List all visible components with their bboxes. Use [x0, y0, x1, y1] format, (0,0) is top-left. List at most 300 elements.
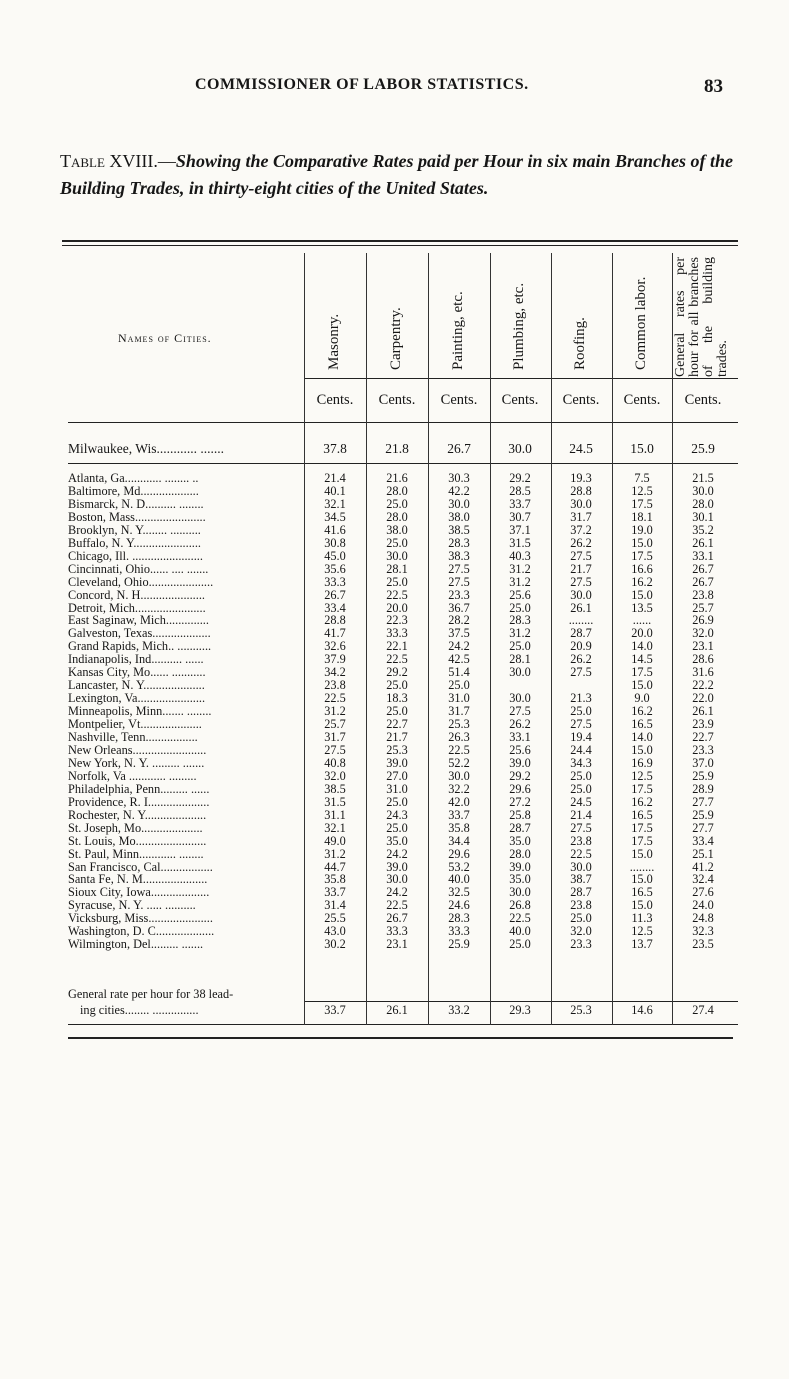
- cell-value: 16.2: [631, 574, 653, 589]
- cell-value: 23.3: [570, 937, 592, 952]
- cell-value: 33.3: [386, 924, 408, 939]
- cell-value: 16.5: [631, 885, 653, 900]
- col-roofing: Roofing.: [572, 317, 588, 370]
- cell-value: 16.2: [631, 704, 653, 719]
- cell-value: 32.6: [324, 639, 346, 654]
- cell-value: 31.2: [324, 704, 346, 719]
- cell-value: 30.0: [570, 859, 592, 874]
- table-row: [68, 744, 738, 757]
- cell-value: 28.8: [570, 483, 592, 498]
- city-name: Vicksburg, Miss.....................: [68, 911, 213, 926]
- city-name: Milwaukee, Wis............ .......: [68, 441, 224, 456]
- col-carpentry: Carpentry.: [388, 307, 404, 370]
- table-row: [68, 809, 738, 822]
- cell-value: 17.5: [631, 833, 653, 848]
- cell-value: 31.1: [324, 807, 346, 822]
- cell-value: 25.0: [509, 600, 531, 615]
- cell-value: 25.0: [570, 768, 592, 783]
- cell-value: 23.5: [692, 937, 714, 952]
- cell-value: 27.5: [509, 704, 531, 719]
- cell-value: 41.2: [692, 859, 714, 874]
- cell-value: 15.0: [631, 846, 653, 861]
- cell-value: 26.1: [692, 704, 714, 719]
- cell-value: 32.0: [570, 924, 592, 939]
- col-common-labor: Common labor.: [633, 276, 649, 370]
- cell-value: 22.5: [324, 691, 346, 706]
- cell-value: 27.5: [448, 574, 470, 589]
- cell-value: 33.4: [692, 833, 714, 848]
- cell-value: 37.2: [570, 522, 592, 537]
- cell-value: 30.2: [324, 937, 346, 952]
- table-row: [68, 822, 738, 835]
- cell-value: 30.0: [509, 885, 531, 900]
- general-rate-row-values: ing cities........ ............... 33.7 26.1 33.2 29.3 25.3 14.6 27.4: [80, 1003, 714, 1017]
- cell-value: 31.2: [509, 561, 531, 576]
- top-rule-thin: [62, 245, 738, 246]
- cell-value: 41.6: [324, 522, 346, 537]
- table-row: [68, 524, 738, 537]
- cell-value: 42.0: [448, 794, 470, 809]
- city-name: Montpelier, Vt....................: [68, 717, 202, 732]
- cell-value: 24.5: [570, 794, 592, 809]
- cell-value: 25.0: [448, 678, 470, 693]
- table-row: [68, 563, 738, 576]
- col-painting: Painting, etc.: [450, 291, 466, 370]
- cell-value: 25.0: [386, 794, 408, 809]
- city-name: New Orleans........................: [68, 742, 207, 757]
- table-caption: Table XVIII.—Showing the Comparative Rates paid per Hour in six main Branches of the Building Trades, in thirty-eight cities of the United States.: [60, 151, 734, 198]
- city-name: Kansas City, Mo...... ...........: [68, 665, 206, 680]
- city-name: Concord, N. H.....................: [68, 587, 205, 602]
- cell-value: 32.0: [324, 768, 346, 783]
- cell-value: 38.3: [448, 548, 470, 563]
- cell-value: 21.7: [386, 730, 408, 744]
- general-rate-row: [68, 988, 738, 1001]
- cell-value: 28.8: [324, 613, 346, 628]
- cell-value: 28.0: [509, 846, 531, 861]
- cell-value: 37.5: [448, 626, 470, 641]
- cell-value: 25.0: [509, 639, 531, 654]
- cell-value: 38.0: [448, 509, 470, 524]
- cell-value: 42.2: [448, 483, 470, 498]
- table-row: [68, 537, 738, 550]
- cell-value: 39.0: [509, 755, 531, 770]
- cell-value: 31.4: [324, 898, 346, 913]
- city-name: Buffalo, N. Y......................: [68, 535, 201, 550]
- cell-value: 26.1: [570, 600, 592, 615]
- cell-value: 20.0: [631, 626, 653, 641]
- cell-value: 26.3: [448, 730, 470, 744]
- cell-value: 23.8: [570, 833, 592, 848]
- cell-value: 31.6: [692, 665, 714, 680]
- cell-value: 21.4: [570, 807, 592, 822]
- cell-value: 34.5: [324, 509, 346, 524]
- cell-value: 26.7: [692, 561, 714, 576]
- cell-value: 21.7: [570, 561, 592, 576]
- cell-value: 26.7: [692, 574, 714, 589]
- cell-value: 25.0: [386, 704, 408, 719]
- cell-value: 28.9: [692, 781, 714, 796]
- city-name: St. Louis, Mo.......................: [68, 833, 207, 848]
- cell-value: 24.4: [570, 742, 592, 757]
- city-name: Baltimore, Md...................: [68, 483, 199, 498]
- unit-cents: Cents.: [562, 392, 600, 408]
- cell-value: 18.1: [631, 509, 653, 524]
- cell-value: 30.7: [509, 509, 531, 524]
- cell-value: 12.5: [631, 483, 653, 498]
- cell-value: 51.4: [448, 665, 470, 680]
- cell-value: 22.2: [692, 678, 714, 693]
- cell-value: 17.5: [631, 781, 653, 796]
- cell-value: 30.0: [509, 665, 531, 680]
- cell-value: 33.1: [692, 548, 714, 563]
- cell-value: 21.4: [324, 471, 346, 485]
- cell-value: 31.7: [570, 509, 592, 524]
- cell-value: 24.3: [386, 807, 408, 822]
- cell-value: 35.8: [324, 872, 346, 887]
- cell-value: 25.0: [386, 535, 408, 550]
- cell-value: 40.3: [509, 548, 531, 563]
- cell-value: 34.3: [570, 755, 592, 770]
- cell-value: 28.2: [448, 613, 470, 628]
- cell-value: 39.0: [509, 859, 531, 874]
- cell-value: 25.5: [324, 911, 346, 926]
- table-row: [68, 511, 738, 524]
- city-name: Grand Rapids, Mich.. ...........: [68, 639, 212, 654]
- cell-value: 21.3: [570, 691, 592, 706]
- cell-value: 16.5: [631, 807, 653, 822]
- cell-value: 30.0: [570, 587, 592, 602]
- cell-value: 28.0: [386, 483, 408, 498]
- city-name: Santa Fe, N. M.....................: [68, 872, 208, 887]
- unit-cents: Cents.: [623, 392, 661, 408]
- cell-value: 16.2: [631, 794, 653, 809]
- table-row: [68, 835, 738, 848]
- cell-value: 28.1: [509, 652, 531, 667]
- cell-value: 38.5: [324, 781, 346, 796]
- cell-value: 30.0: [570, 496, 592, 511]
- table-row: [68, 770, 738, 783]
- cell-value: 30.0: [448, 768, 470, 783]
- cell-value: 30.0: [386, 548, 408, 563]
- city-name: Norfolk, Va ............ .........: [68, 768, 197, 783]
- cell-value: 27.5: [570, 548, 592, 563]
- cell-value: 24.2: [448, 639, 470, 654]
- cell-value: 31.7: [448, 704, 470, 719]
- bottom-rule: [68, 1024, 738, 1025]
- highlight-rule: [68, 463, 738, 464]
- cell-value: 30.0: [386, 872, 408, 887]
- unit-cents: Cents.: [440, 392, 478, 408]
- cell-value: 22.0: [692, 691, 714, 706]
- cell-value: 27.5: [324, 742, 346, 757]
- page-number: 83: [704, 76, 723, 97]
- cell-value: 32.0: [692, 626, 714, 641]
- cell-value: 17.5: [631, 548, 653, 563]
- cell-value: 25.6: [509, 742, 531, 757]
- cell-value: 31.5: [509, 535, 531, 550]
- highlight-row: Milwaukee, Wis............ ....... 37.8 21.8 26.7 30.0 24.5 15.0 25.9: [68, 441, 715, 456]
- cell-value: 26.8: [509, 898, 531, 913]
- cell-value: 33.7: [324, 885, 346, 900]
- cell-value: 25.3: [448, 717, 470, 732]
- cell-value: 38.5: [448, 522, 470, 537]
- cell-value: 22.3: [386, 613, 408, 628]
- cell-value: 15.0: [631, 535, 653, 550]
- table-row: [68, 589, 738, 602]
- cell-value: 26.7: [324, 587, 346, 602]
- cell-value: ........: [568, 613, 594, 628]
- table-row: [68, 757, 738, 770]
- cell-value: 25.3: [386, 742, 408, 757]
- cell-value: 27.0: [386, 768, 408, 783]
- cell-value: 30.0: [692, 483, 714, 498]
- city-name: St. Joseph, Mo....................: [68, 820, 203, 835]
- city-name: Philadelphia, Penn......... ......: [68, 781, 210, 796]
- cell-value: 25.9: [448, 937, 470, 952]
- cell-value: 27.5: [570, 665, 592, 680]
- cell-value: 25.0: [386, 820, 408, 835]
- city-name: Brooklyn, N. Y........ ..........: [68, 522, 201, 537]
- city-name: Atlanta, Ga............ ........ ..: [68, 471, 199, 485]
- cell-value: 28.5: [509, 483, 531, 498]
- cell-value: 27.6: [692, 885, 714, 900]
- cell-value: 25.7: [692, 600, 714, 615]
- cell-value: 24.8: [692, 911, 714, 926]
- cell-value: 19.4: [570, 730, 592, 744]
- cell-value: 30.1: [692, 509, 714, 524]
- cell-value: 25.7: [324, 717, 346, 732]
- cell-value: 30.8: [324, 535, 346, 550]
- cell-value: 27.7: [692, 794, 714, 809]
- cell-value: 25.0: [570, 911, 592, 926]
- city-name: Nashville, Tenn.................: [68, 730, 198, 744]
- col-general-rates: General rates per hour for all branches of the building trades.: [673, 257, 730, 377]
- cell-value: 34.4: [448, 833, 470, 848]
- cell-value: 22.5: [448, 742, 470, 757]
- city-name: Cincinnati, Ohio...... .... .......: [68, 561, 209, 576]
- cell-value: 25.0: [570, 781, 592, 796]
- city-name: Sioux City, Iowa...................: [68, 885, 210, 900]
- unit-cents: Cents.: [501, 392, 539, 408]
- cell-value: ........: [629, 859, 655, 874]
- city-name: Rochester, N. Y....................: [68, 807, 207, 822]
- cell-value: 23.1: [386, 937, 408, 952]
- cell-value: 40.1: [324, 483, 346, 498]
- page-header: [0, 76, 789, 98]
- cell-value: 41.7: [324, 626, 346, 641]
- cell-value: 21.6: [386, 471, 408, 485]
- cell-value: 32.3: [692, 924, 714, 939]
- cell-value: 17.5: [631, 665, 653, 680]
- cell-value: 23.8: [570, 898, 592, 913]
- cell-value: 29.6: [509, 781, 531, 796]
- cell-value: 27.5: [448, 561, 470, 576]
- cell-value: 37.9: [324, 652, 346, 667]
- table-row: [68, 938, 738, 951]
- unit-cents: Cents.: [684, 392, 722, 408]
- table-row: [68, 485, 738, 498]
- cell-value: 31.2: [509, 626, 531, 641]
- cell-value: 42.5: [448, 652, 470, 667]
- cell-value: 20.9: [570, 639, 592, 654]
- cell-value: 32.5: [448, 885, 470, 900]
- cell-value: 15.0: [631, 872, 653, 887]
- cell-value: 28.7: [570, 626, 592, 641]
- cell-value: 39.0: [386, 755, 408, 770]
- cell-value: 23.1: [692, 639, 714, 654]
- city-name: Lexington, Va......................: [68, 691, 206, 706]
- cell-value: 22.5: [386, 587, 408, 602]
- cell-value: 30.0: [509, 691, 531, 706]
- city-name: Wilmington, Del......... .......: [68, 937, 204, 952]
- cell-value: 12.5: [631, 768, 653, 783]
- city-name: Detroit, Mich.......................: [68, 600, 206, 615]
- cell-value: 22.5: [386, 898, 408, 913]
- cell-value: 20.0: [386, 600, 408, 615]
- cell-value: 38.7: [570, 872, 592, 887]
- cell-value: 35.6: [324, 561, 346, 576]
- cell-value: 35.2: [692, 522, 714, 537]
- cell-value: 27.5: [570, 820, 592, 835]
- cell-value: 24.6: [448, 898, 470, 913]
- cell-value: 40.0: [509, 924, 531, 939]
- cell-value: 15.0: [631, 678, 653, 693]
- cell-value: 26.7: [386, 911, 408, 926]
- cell-value: 33.1: [509, 730, 531, 744]
- cell-value: 22.1: [386, 639, 408, 654]
- cell-value: 17.5: [631, 496, 653, 511]
- city-name: San Francisco, Cal.................: [68, 859, 213, 874]
- table-row: [68, 576, 738, 589]
- cell-value: 36.7: [448, 600, 470, 615]
- cell-value: 37.1: [509, 522, 531, 537]
- table-row: [68, 731, 738, 744]
- city-name: Lancaster, N. Y....................: [68, 678, 205, 693]
- cell-value: 28.1: [386, 561, 408, 576]
- cell-value: 16.5: [631, 717, 653, 732]
- cell-value: ......: [632, 613, 652, 628]
- cell-value: 13.7: [631, 937, 653, 952]
- cell-value: 28.6: [692, 652, 714, 667]
- cell-value: 44.7: [324, 859, 346, 874]
- table-row: [68, 498, 738, 511]
- cell-value: 33.3: [324, 574, 346, 589]
- cell-value: 26.2: [570, 535, 592, 550]
- cell-value: 35.8: [448, 820, 470, 835]
- cell-value: 27.2: [509, 794, 531, 809]
- cell-value: 25.0: [386, 678, 408, 693]
- cell-value: 13.5: [631, 600, 653, 615]
- cell-value: 29.2: [509, 768, 531, 783]
- cell-value: 19.0: [631, 522, 653, 537]
- cell-value: 31.5: [324, 794, 346, 809]
- cell-value: 24.2: [386, 846, 408, 861]
- cell-value: 25.0: [570, 704, 592, 719]
- cell-value: 14.5: [631, 652, 653, 667]
- cell-value: 30.3: [448, 471, 470, 485]
- cell-value: 29.6: [448, 846, 470, 861]
- city-name: Cleveland, Ohio.....................: [68, 574, 214, 589]
- cell-value: 53.2: [448, 859, 470, 874]
- cell-value: 22.7: [386, 717, 408, 732]
- names-of-cities-header: Names of Cities.: [118, 331, 212, 345]
- bottom-rule-thick: [68, 1037, 733, 1039]
- cell-value: 38.0: [386, 522, 408, 537]
- cell-value: 31.2: [509, 574, 531, 589]
- city-name: Minneapolis, Minn....... ........: [68, 704, 212, 719]
- cell-value: 33.7: [448, 807, 470, 822]
- cell-value: 28.0: [386, 509, 408, 524]
- city-name: Boston, Mass.......................: [68, 509, 206, 524]
- cell-value: 14.0: [631, 730, 653, 744]
- cell-value: 32.1: [324, 820, 346, 835]
- city-name: Bismarck, N. D.......... ........: [68, 496, 204, 511]
- cell-value: 16.9: [631, 755, 653, 770]
- cell-value: 24.2: [386, 885, 408, 900]
- cell-value: 28.7: [509, 820, 531, 835]
- cell-value: 22.5: [509, 911, 531, 926]
- city-name: Syracuse, N. Y. ..... ..........: [68, 898, 196, 913]
- cell-value: 40.8: [324, 755, 346, 770]
- table-row: [68, 472, 738, 485]
- cell-value: 23.3: [692, 742, 714, 757]
- cell-value: 22.5: [570, 846, 592, 861]
- general-rate-label: General rate per hour for 38 lead-: [68, 987, 234, 1001]
- unit-cents: Cents.: [316, 392, 354, 408]
- cell-value: 23.9: [692, 717, 714, 732]
- table-row: [68, 550, 738, 563]
- cell-value: 37.0: [692, 755, 714, 770]
- city-name: Washington, D. C...................: [68, 924, 215, 939]
- city-name: Galveston, Texas...................: [68, 626, 211, 641]
- cell-value: 25.9: [692, 768, 714, 783]
- cell-value: 9.0: [634, 691, 650, 706]
- cell-value: 32.1: [324, 496, 346, 511]
- cell-value: 40.0: [448, 872, 470, 887]
- cell-value: 31.7: [324, 730, 346, 744]
- cell-value: 33.4: [324, 600, 346, 615]
- cell-value: 52.2: [448, 755, 470, 770]
- cell-value: 26.1: [692, 535, 714, 550]
- cell-value: 39.0: [386, 859, 408, 874]
- cell-value: 25.6: [509, 587, 531, 602]
- cell-value: 28.0: [692, 496, 714, 511]
- cell-value: 49.0: [324, 833, 346, 848]
- cell-value: 28.3: [448, 535, 470, 550]
- cell-value: 12.5: [631, 924, 653, 939]
- cell-value: 31.2: [324, 846, 346, 861]
- cell-value: 23.8: [324, 678, 346, 693]
- cell-value: 26.2: [509, 717, 531, 732]
- cell-value: 43.0: [324, 924, 346, 939]
- header-rule: [68, 422, 738, 423]
- cell-value: 32.4: [692, 872, 714, 887]
- cell-value: 30.0: [448, 496, 470, 511]
- city-name: Indianapolis, Ind.......... ......: [68, 652, 204, 667]
- cell-value: 15.0: [631, 742, 653, 757]
- cell-value: 16.6: [631, 561, 653, 576]
- cell-value: 35.0: [509, 833, 531, 848]
- cell-value: 35.0: [386, 833, 408, 848]
- city-name: Providence, R. I....................: [68, 794, 210, 809]
- cell-value: 14.0: [631, 639, 653, 654]
- table-label: Table XVIII.: [60, 151, 158, 171]
- city-name: New York, N. Y. ......... .......: [68, 755, 205, 770]
- city-name: St. Paul, Minn............ ........: [68, 846, 204, 861]
- cell-value: 15.0: [631, 587, 653, 602]
- cell-value: 17.5: [631, 820, 653, 835]
